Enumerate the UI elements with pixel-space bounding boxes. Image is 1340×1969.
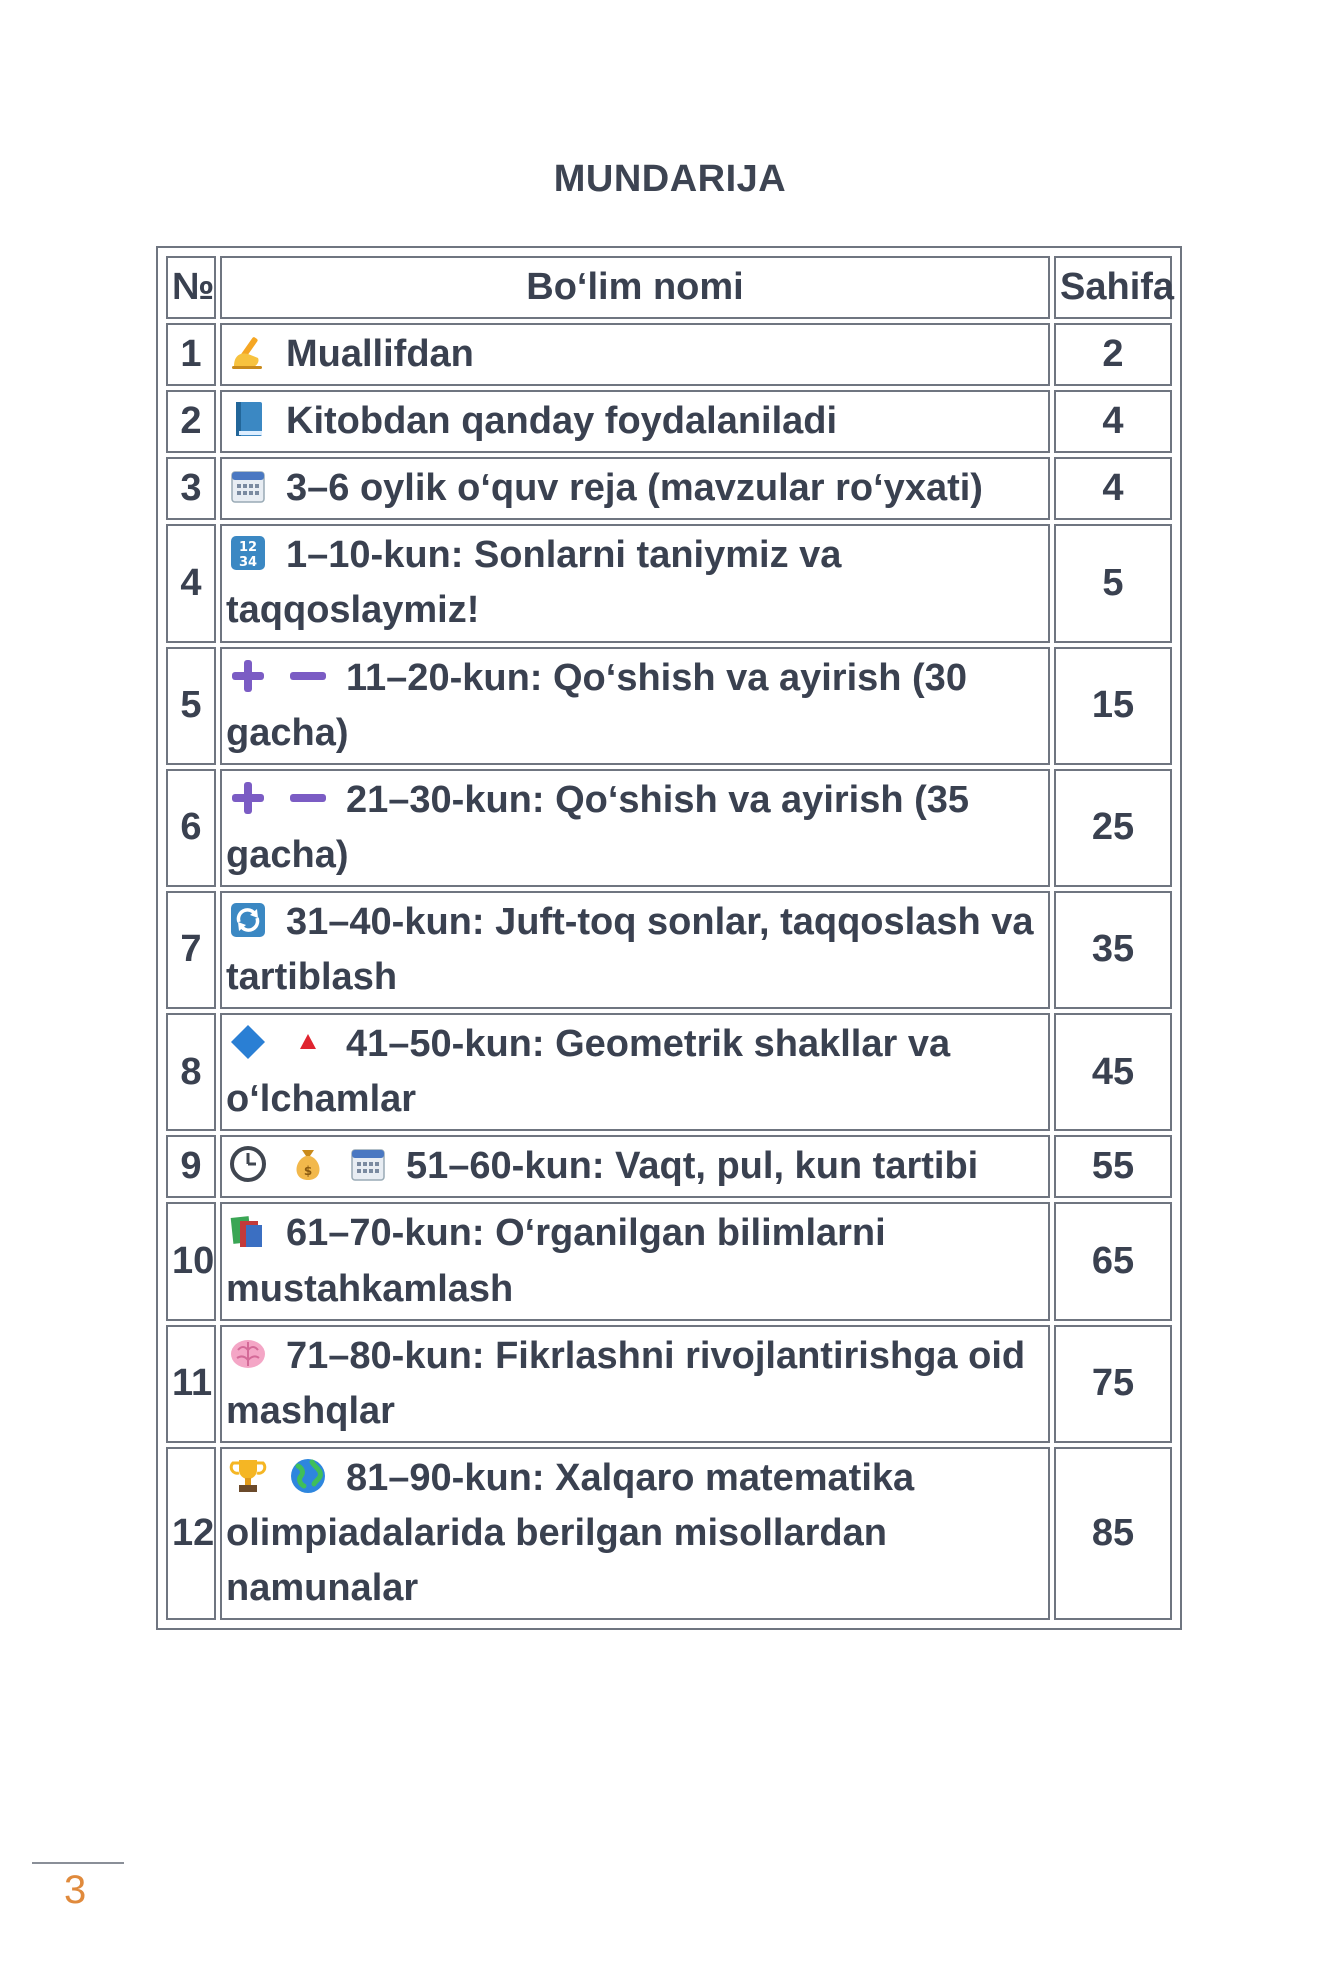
- globe-icon: [286, 1456, 330, 1496]
- calendar-icon: [226, 466, 270, 506]
- input-numbers-icon: [226, 533, 270, 573]
- row-title-cell: [220, 1202, 1050, 1320]
- header-page: Sahifa: [1054, 256, 1172, 319]
- row-title-text: Kitobdan qanday foydalaniladi: [286, 400, 838, 443]
- red-triangle-icon: [286, 1022, 330, 1062]
- row-title-text: 61–70-kun: O‘rganilgan bilimlarni mustahkamlash: [226, 1212, 886, 1310]
- row-number: 2: [166, 390, 216, 453]
- writing-hand-icon: [226, 332, 270, 372]
- row-title-cell: [220, 647, 1050, 765]
- page-number: 3: [64, 1868, 87, 1912]
- row-number: 9: [166, 1135, 216, 1198]
- row-title-cell: [220, 323, 1050, 386]
- row-number: 12: [166, 1447, 216, 1620]
- row-title-text: Muallifdan: [286, 333, 474, 376]
- table-row: [166, 1202, 1172, 1320]
- row-title-cell: [220, 1447, 1050, 1620]
- table-row: [166, 891, 1172, 1009]
- svg-text:34: 34: [238, 555, 258, 571]
- row-title-text: 21–30-kun: Qo‘shish va ayirish (35 gacha): [226, 778, 970, 876]
- table-row: [166, 1135, 1172, 1198]
- footer-rule: [32, 1862, 124, 1864]
- row-number: 7: [166, 891, 216, 1009]
- table-row: [166, 323, 1172, 386]
- table-row: [166, 769, 1172, 887]
- money-bag-icon: [286, 1144, 330, 1184]
- minus-icon: [286, 656, 330, 696]
- row-page: 55: [1054, 1135, 1172, 1198]
- clock-icon: [226, 1144, 270, 1184]
- row-title-text: 3–6 oylik o‘quv reja (mavzular ro‘yxati): [286, 467, 983, 510]
- plus-icon: [226, 656, 270, 696]
- row-title-text: 1–10-kun: Sonlarni taniymiz va taqqoslaymiz!: [226, 534, 842, 632]
- row-page: 85: [1054, 1447, 1172, 1620]
- row-title-cell: [220, 390, 1050, 453]
- table-row: [166, 390, 1172, 453]
- row-number: 10: [166, 1202, 216, 1320]
- books-icon: [226, 1211, 270, 1251]
- row-title-text: 51–60-kun: Vaqt, pul, kun tartibi: [406, 1145, 979, 1188]
- blue-diamond-icon: [226, 1022, 270, 1062]
- row-page: 75: [1054, 1325, 1172, 1443]
- toc-body: [166, 323, 1172, 1620]
- row-number: 6: [166, 769, 216, 887]
- row-title-text: 71–80-kun: Fikrlashni rivojlantirishga oid mashqlar: [226, 1334, 1026, 1432]
- row-page: 4: [1054, 457, 1172, 520]
- row-number: 3: [166, 457, 216, 520]
- toc-table: [162, 252, 1176, 1624]
- row-title-cell: [220, 457, 1050, 520]
- row-title-cell: [220, 1325, 1050, 1443]
- calendar-icon: [346, 1144, 390, 1184]
- table-row: [166, 1447, 1172, 1620]
- blue-book-icon: [226, 399, 270, 439]
- header-section-title: Bo‘lim nomi: [220, 256, 1050, 319]
- row-number: 1: [166, 323, 216, 386]
- row-title-cell: [220, 1135, 1050, 1198]
- svg-text:$: $: [303, 1164, 313, 1179]
- table-of-contents: [156, 246, 1182, 1630]
- row-page: 2: [1054, 323, 1172, 386]
- table-row: [166, 524, 1172, 642]
- table-row: [166, 457, 1172, 520]
- row-title-cell: [220, 769, 1050, 887]
- row-title-cell: [220, 891, 1050, 1009]
- row-page: 4: [1054, 390, 1172, 453]
- brain-icon: [226, 1334, 270, 1374]
- table-row: [166, 1013, 1172, 1131]
- plus-icon: [226, 778, 270, 818]
- header-number: №: [166, 256, 216, 319]
- table-row: [166, 1325, 1172, 1443]
- trophy-icon: [226, 1456, 270, 1496]
- row-number: 4: [166, 524, 216, 642]
- row-title-text: 31–40-kun: Juft-toq sonlar, taqqoslash va tartiblash: [226, 900, 1034, 999]
- minus-icon: [286, 778, 330, 818]
- row-page: 15: [1054, 647, 1172, 765]
- row-title-cell: [220, 524, 1050, 642]
- row-page: 35: [1054, 891, 1172, 1009]
- row-page: 5: [1054, 524, 1172, 642]
- page-title: MUNDARIJA: [553, 158, 787, 200]
- row-page: 65: [1054, 1202, 1172, 1320]
- svg-text:12: 12: [238, 540, 258, 556]
- row-number: 5: [166, 647, 216, 765]
- row-title-text: 11–20-kun: Qo‘shish va ayirish (30 gacha): [226, 656, 967, 754]
- row-page: 25: [1054, 769, 1172, 887]
- row-number: 8: [166, 1013, 216, 1131]
- row-title-text: 81–90-kun: Xalqaro matematika olimpiadalarida berilgan misollardan namunalar: [226, 1456, 915, 1609]
- toc-header-row: [166, 256, 1172, 319]
- row-title-cell: [220, 1013, 1050, 1131]
- table-row: [166, 647, 1172, 765]
- row-title-text: 41–50-kun: Geometrik shakllar va o‘lchamlar: [226, 1023, 951, 1121]
- row-number: 11: [166, 1325, 216, 1443]
- repeat-arrows-icon: [226, 900, 270, 940]
- row-page: 45: [1054, 1013, 1172, 1131]
